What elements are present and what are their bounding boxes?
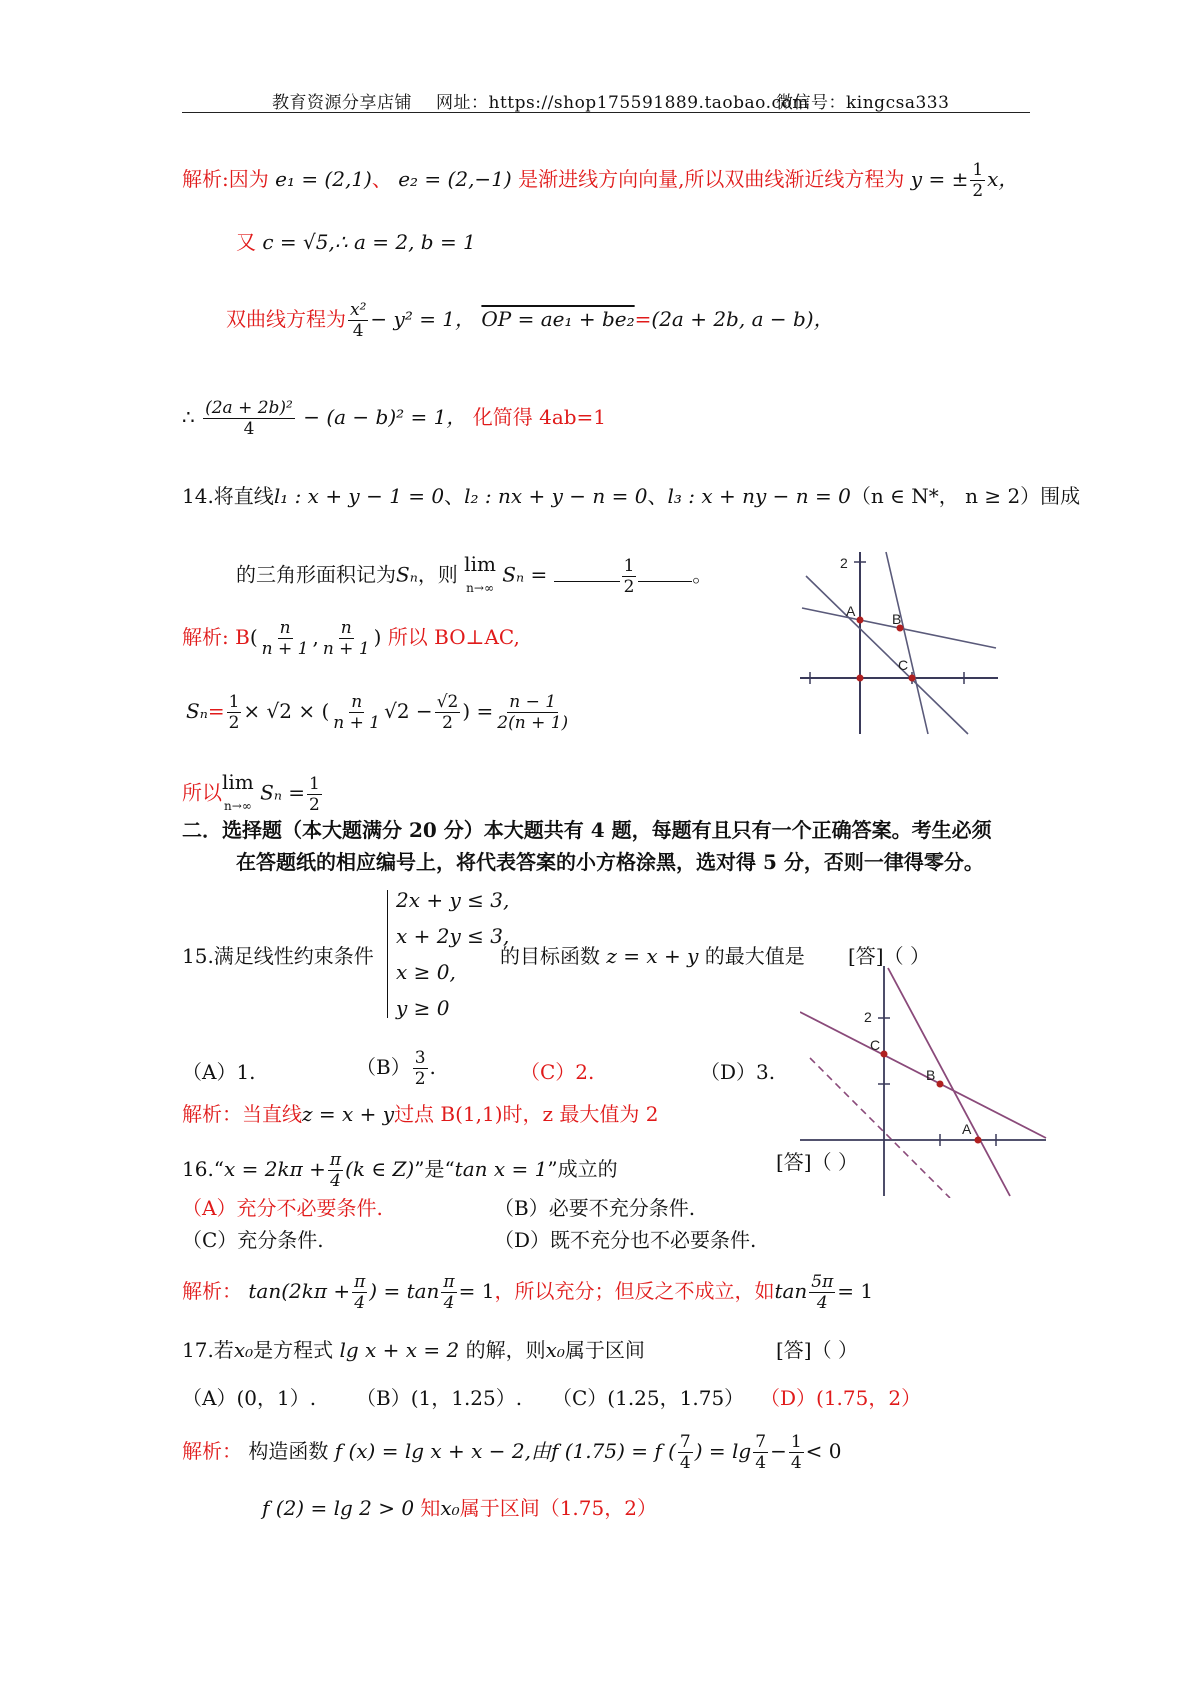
math: < 0 xyxy=(805,1439,842,1463)
section2-line1: 二．选择题（本大题满分 20 分）本大题共有 4 题，每题有且只有一个正确答案。考生必须 xyxy=(182,818,992,842)
fraction xyxy=(203,398,295,439)
text: 、 xyxy=(444,484,465,508)
origin-point xyxy=(857,675,864,682)
math: x₀ xyxy=(233,1338,254,1362)
text: 双曲线方程为 xyxy=(226,307,346,331)
math: ) = xyxy=(462,699,494,723)
den: 2 xyxy=(623,576,635,597)
den: 2 xyxy=(442,713,453,733)
fraction xyxy=(331,692,382,733)
math: y = ± xyxy=(910,167,969,191)
q13-line2 xyxy=(236,230,476,254)
fraction xyxy=(441,1272,456,1313)
header-wechat: 微信号：kingcsa333 xyxy=(776,93,950,113)
num: 1 xyxy=(972,160,984,180)
q15-option-b xyxy=(356,1048,436,1089)
text: 构造函数 xyxy=(248,1439,329,1463)
math: z = x + y xyxy=(302,1102,395,1126)
math: (k ∈ Z) xyxy=(345,1157,415,1181)
text: 是渐进线方向向量,所以双曲线渐近线方程为 xyxy=(518,167,905,191)
math: tan(2kπ + xyxy=(248,1279,351,1303)
text: （B） xyxy=(356,1055,411,1079)
q17-option-a: （A）(0，1）. xyxy=(182,1386,317,1410)
y-tick-label: 2 xyxy=(840,555,848,571)
q17-option-c: （C）(1.25，1.75） xyxy=(552,1386,745,1410)
text: 化简得 4ab=1 xyxy=(472,405,607,429)
analysis-label: 解析： xyxy=(182,1439,242,1463)
q15-analysis xyxy=(182,1102,659,1126)
q16-option-c: （C）充分条件. xyxy=(182,1228,324,1252)
math: f (2) = lg 2 > 0 xyxy=(262,1496,415,1520)
comma: , xyxy=(312,625,319,649)
point-c xyxy=(881,1051,888,1058)
q14-stem-line1 xyxy=(182,484,1080,508)
analysis-label: 解析: xyxy=(182,167,229,191)
num: 1 xyxy=(790,1432,802,1452)
text: 。 xyxy=(692,562,713,587)
den: 2 xyxy=(228,713,240,733)
fraction xyxy=(348,300,368,341)
math: x， xyxy=(987,167,1019,191)
header-rule xyxy=(182,112,1030,113)
fraction xyxy=(753,1432,768,1473)
text: 的三角形面积记为 xyxy=(236,562,396,587)
text: 14.将直线 xyxy=(182,484,274,508)
math: = 1 xyxy=(837,1279,874,1303)
den: 2 xyxy=(972,181,984,201)
math: Sₙ = xyxy=(260,780,306,805)
num: 3 xyxy=(414,1048,426,1068)
text: ，所以充分；但反之不成立，如 xyxy=(494,1279,775,1303)
point-b xyxy=(937,1081,944,1088)
text: 的解，则 xyxy=(465,1338,546,1362)
math: x₀ xyxy=(440,1496,460,1520)
text: 过点 B(1,1)时，z 最大值为 2 xyxy=(394,1102,659,1126)
num: √2 xyxy=(436,692,459,712)
line-x-2y-3 xyxy=(800,1012,1046,1138)
fraction xyxy=(307,774,322,815)
math: c = √5,∴ a = 2, b = 1 xyxy=(262,230,476,254)
q17-option-d: （D）(1.75，2） xyxy=(760,1386,922,1410)
fraction xyxy=(413,1048,428,1089)
analysis-label: 解析: xyxy=(182,625,229,649)
header-site: 网址：https://shop175591889.taobao.com xyxy=(436,93,809,113)
math: ) = lg xyxy=(694,1439,752,1463)
fraction xyxy=(970,160,985,201)
label-c: C xyxy=(870,1037,881,1053)
math: lg x + x = 2 xyxy=(339,1338,460,1362)
text: ”是“ xyxy=(414,1157,455,1181)
math: ) = tan xyxy=(369,1279,440,1303)
q16-stem xyxy=(182,1150,618,1191)
den: 4 xyxy=(243,419,255,439)
dot: . xyxy=(429,1055,436,1079)
text: 所以 xyxy=(182,780,222,805)
constraint-3: x ≥ 0, xyxy=(396,960,456,984)
den: 4 xyxy=(816,1293,828,1313)
q14-analysis-line2 xyxy=(186,692,572,733)
math: l₂ : nx + y − n = 0 xyxy=(464,484,648,508)
text: 的目标函数 xyxy=(500,944,600,968)
answer-fraction xyxy=(622,556,637,597)
text: 属于区间（1.75，2） xyxy=(459,1496,657,1520)
q17-analysis-line2 xyxy=(262,1496,657,1520)
q17-stem xyxy=(182,1338,645,1362)
q16-analysis xyxy=(182,1272,873,1313)
paren: ( xyxy=(249,625,258,649)
den: n + 1 xyxy=(261,639,309,659)
text: 17.若 xyxy=(182,1338,234,1362)
num: n xyxy=(340,618,352,638)
den: 4 xyxy=(679,1453,691,1473)
math: l₁ : x + y − 1 = 0 xyxy=(273,484,445,508)
math: tan x = 1 xyxy=(454,1157,548,1181)
math: Sₙ = xyxy=(502,562,548,587)
q17-analysis-line1 xyxy=(182,1432,842,1473)
den: 2 xyxy=(309,794,320,815)
num: (2a + 2b)² xyxy=(205,398,293,418)
constraint-4: y ≥ 0 xyxy=(396,996,450,1020)
text: 属于区间 xyxy=(564,1338,645,1362)
section2-line2: 在答题纸的相应编号上，将代表答案的小方格涂黑，选对得 5 分，否则一律得零分。 xyxy=(236,850,984,874)
y-tick-label: 2 xyxy=(864,1009,872,1025)
text: （n ∈ N*， n ≥ 2）围成 xyxy=(850,484,1081,508)
point-c xyxy=(909,675,916,682)
text: 16.“ xyxy=(182,1157,225,1181)
therefore: ∴ xyxy=(182,405,195,429)
den: n + 1 xyxy=(322,639,370,659)
lim: lim xyxy=(464,552,496,576)
limit xyxy=(222,770,254,818)
label-a: A xyxy=(962,1121,972,1137)
den: 4 xyxy=(790,1453,802,1473)
answer-blank xyxy=(554,581,620,582)
num: n xyxy=(351,692,363,712)
den: 2(n + 1) xyxy=(497,713,569,733)
math: − xyxy=(770,1439,787,1463)
q15-stem-a: 15.满足线性约束条件 xyxy=(182,944,374,968)
q17-answer-box: [答]（ ） xyxy=(776,1338,858,1362)
line-l3 xyxy=(806,576,968,734)
num: x² xyxy=(350,300,367,320)
math: x = 2kπ + xyxy=(224,1157,326,1181)
math: z = x + y xyxy=(606,944,699,968)
math: = 1 xyxy=(458,1279,495,1303)
text: ”成立的 xyxy=(547,1157,618,1181)
text: 因为 xyxy=(228,167,269,191)
fraction xyxy=(321,618,372,659)
q14-stem-line2 xyxy=(236,552,712,600)
fraction xyxy=(789,1432,804,1473)
math: e₂ = (2,−1) xyxy=(398,167,512,191)
num: 7 xyxy=(679,1432,691,1452)
q17-option-b: （B）(1，1.25）. xyxy=(356,1386,523,1410)
q15-option-d: （D）3. xyxy=(700,1060,776,1084)
point-b: B xyxy=(235,625,250,649)
lim-sub: n→∞ xyxy=(223,799,252,813)
text: 的最大值是 xyxy=(704,944,805,968)
math: Sₙ xyxy=(186,699,208,723)
num: 1 xyxy=(228,692,240,712)
den: 4 xyxy=(330,1171,341,1191)
num: 7 xyxy=(755,1432,767,1452)
eq: = xyxy=(207,699,225,723)
q15-answer-box: [答]（ ） xyxy=(848,944,930,968)
lim: lim xyxy=(222,770,254,794)
num: 5π xyxy=(811,1272,834,1292)
q13-line4 xyxy=(182,398,606,439)
num: 1 xyxy=(309,773,320,794)
analysis-label: 解析： xyxy=(182,1102,242,1126)
num: π xyxy=(443,1272,455,1292)
math: × √2 × ( xyxy=(243,699,330,723)
math: √2 − xyxy=(384,699,433,723)
den: n + 1 xyxy=(333,713,381,733)
point-a xyxy=(975,1137,982,1144)
num: 1 xyxy=(623,555,635,576)
text: 所以 BO⊥AC, xyxy=(387,625,520,649)
math: tan xyxy=(774,1279,808,1303)
fraction xyxy=(435,692,461,733)
q13-line1 xyxy=(182,160,1018,201)
label-c: C xyxy=(898,657,909,673)
fraction xyxy=(227,692,242,733)
den: 2 xyxy=(414,1069,426,1089)
line-2x-y-3 xyxy=(888,968,1010,1196)
math: e₁ = (2,1) xyxy=(275,167,372,191)
fraction xyxy=(495,692,570,733)
q14-analysis-line1 xyxy=(182,618,520,659)
math: Sₙ xyxy=(396,562,418,587)
label-b: B xyxy=(892,611,902,627)
analysis-label: 解析： xyxy=(182,1279,242,1303)
constraint-1: 2x + y ≤ 3, xyxy=(396,888,510,912)
text: 当直线 xyxy=(242,1102,302,1126)
fraction xyxy=(352,1272,367,1313)
text: ，则 xyxy=(417,562,458,587)
text: 、 xyxy=(371,167,392,191)
q13-line3 xyxy=(226,300,834,341)
q16-option-d: （D）既不充分也不必要条件. xyxy=(494,1228,757,1252)
q14-graph xyxy=(800,548,1002,736)
label-b: B xyxy=(926,1067,936,1083)
math: − y² = 1， xyxy=(370,307,476,331)
constraint-brace xyxy=(387,890,388,1018)
q15-stem-b xyxy=(500,944,805,968)
header-shop: 教育资源分享店铺 xyxy=(272,93,412,113)
math: − (a − b)² = 1， xyxy=(303,405,467,429)
fraction xyxy=(809,1272,835,1313)
fraction xyxy=(260,618,311,659)
line-l2 xyxy=(886,552,928,734)
q14-analysis-line3 xyxy=(182,770,324,818)
math: OP = ae₁ + be₂ xyxy=(481,307,635,331)
fraction xyxy=(678,1432,693,1473)
math: (2a + 2b, a − b)， xyxy=(651,307,834,331)
den: 4 xyxy=(755,1453,767,1473)
q15-option-a: （A）1. xyxy=(182,1060,256,1084)
text: 知 xyxy=(420,1496,441,1520)
den: 4 xyxy=(352,321,364,341)
label-a: A xyxy=(846,603,856,619)
q16-option-b: （B）必要不充分条件. xyxy=(494,1196,696,1220)
lim-sub: n→∞ xyxy=(466,581,494,595)
text: 是方程式 xyxy=(253,1338,334,1362)
num: n − 1 xyxy=(509,692,557,712)
text: 、 xyxy=(647,484,668,508)
text: = xyxy=(634,307,652,331)
text: 又 xyxy=(236,230,256,254)
math: f (x) = lg x + x − 2,由f (1.75) = f ( xyxy=(334,1439,676,1463)
constraint-2: x + 2y ≤ 3, xyxy=(396,924,510,948)
q16-option-a: （A）充分不必要条件. xyxy=(182,1196,383,1220)
q15-option-c: （C）2. xyxy=(520,1060,595,1084)
math: x₀ xyxy=(545,1338,565,1362)
fraction xyxy=(328,1150,343,1191)
q16-answer-box: [答]（ ） xyxy=(776,1150,858,1174)
point-a xyxy=(857,617,864,624)
num: n xyxy=(279,618,291,638)
den: 4 xyxy=(443,1293,455,1313)
num: π xyxy=(329,1150,342,1170)
den: 4 xyxy=(354,1293,366,1313)
math: l₃ : x + ny − n = 0 xyxy=(667,484,851,508)
paren: ) xyxy=(373,625,382,649)
answer-blank xyxy=(638,581,692,582)
limit xyxy=(464,552,496,600)
num: π xyxy=(354,1272,366,1292)
